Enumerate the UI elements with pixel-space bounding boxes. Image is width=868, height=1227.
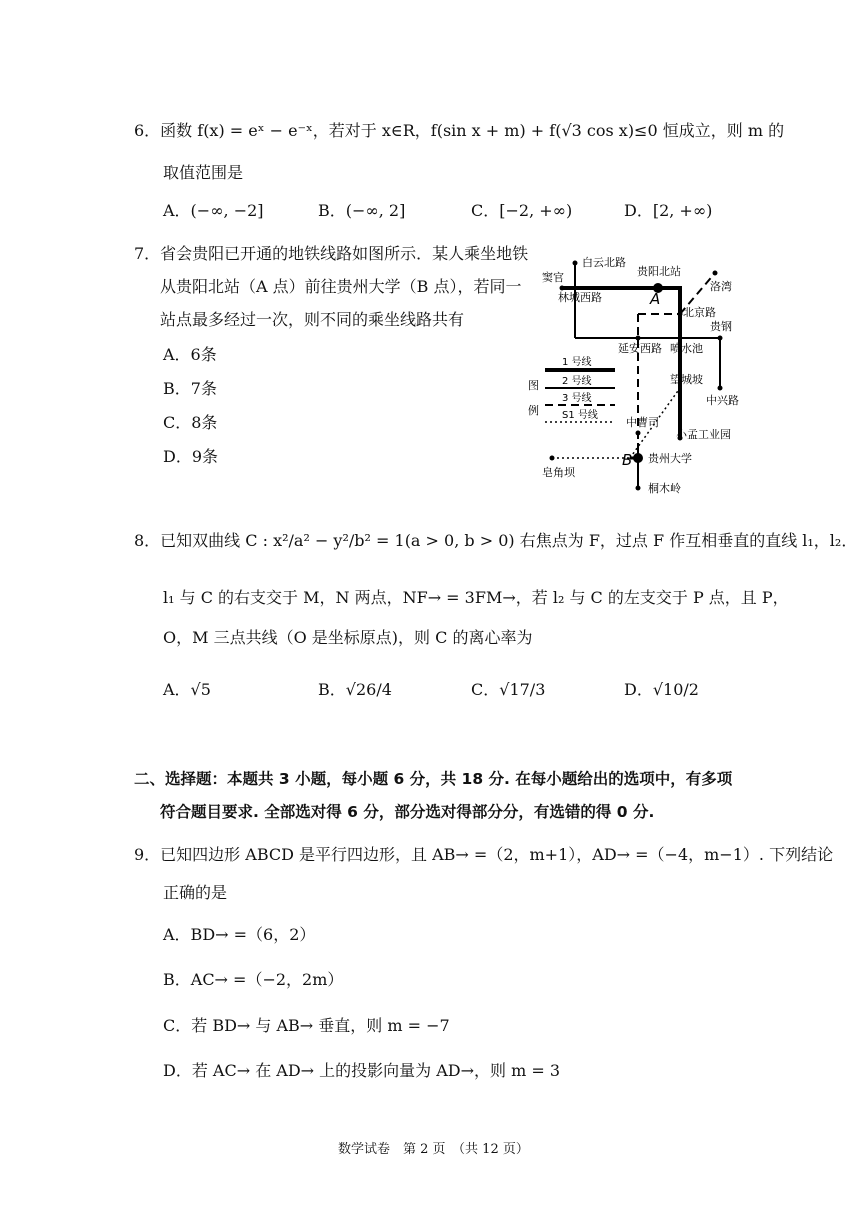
q8-stem-1: 8．已知双曲线 C : x²/a² − y²/b² = 1(a > 0, b > 0) 右焦点为 F，过点 F 作互相垂直的直线 l₁，l₂．: [134, 531, 858, 550]
q8-option-a: A．√5: [163, 680, 211, 699]
q6-option-d: D．[2, +∞): [624, 201, 713, 220]
legend-label-1: 1 号线: [562, 357, 592, 368]
station-dot: [636, 431, 641, 436]
q9-option-d: D．若 AC→ 在 AD→ 上的投影向量为 AD→，则 m = 3: [163, 1061, 561, 1080]
q6-option-a: A．(−∞, −2]: [163, 201, 264, 220]
station-label: 望城坡: [670, 373, 703, 386]
legend-label-3: 3 号线: [562, 393, 592, 404]
station-dot: [550, 456, 555, 461]
q7-option-c: C．8条: [163, 413, 218, 432]
station-dot: [713, 271, 718, 276]
q6-stem-2: 取值范围是: [163, 163, 244, 182]
q7-stem-2: 从贵阳北站（A 点）前往贵州大学（B 点），若同一: [160, 277, 522, 296]
q9-stem-1: 9．已知四边形 ABCD 是平行四边形，且 AB→ =（2，m+1），AD→ =（−4，m−1）. 下列结论: [134, 845, 834, 864]
station-label: 贵阳北站: [637, 265, 681, 278]
q8-option-d: D．√10/2: [624, 680, 699, 699]
station-dot: [636, 486, 641, 491]
q8-option-b: B．√26/4: [318, 680, 392, 699]
station-label: 中曹司: [626, 416, 659, 429]
q9-option-c: C．若 BD→ 与 AB→ 垂直，则 m = −7: [163, 1016, 450, 1035]
station-label: 中兴路: [706, 394, 739, 407]
station-label: 北京路: [683, 306, 716, 319]
q6-stem: 6．函数 f(x) = eˣ − e⁻ˣ，若对于 x∈R，f(sin x + m) + f(√3 cos x)≤0 恒成立，则 m 的: [134, 121, 785, 140]
q7-option-a: A．6条: [163, 345, 217, 364]
station-label: 延安西路: [618, 342, 662, 355]
station-dot: [636, 336, 641, 341]
station-label: 贵钢: [710, 320, 732, 333]
section-2-heading-2: 符合题目要求. 全部选对得 6 分，部分选对得部分分，有选错的得 0 分.: [160, 803, 655, 821]
q9-option-a: A．BD→ =（6，2）: [163, 925, 316, 944]
legend-label-4: S1 号线: [562, 410, 598, 421]
station-label: 窦官: [542, 271, 564, 284]
legend-label-2: 2 号线: [562, 376, 592, 387]
point-b-label: B: [622, 451, 633, 469]
metro-map: [520, 248, 750, 498]
station-dot: [718, 336, 723, 341]
station-dot-b: [633, 453, 643, 463]
point-a-label: A: [650, 290, 661, 308]
station-dot: [718, 386, 723, 391]
section-2-heading: 二、选择题：本题共 3 小题，每小题 6 分，共 18 分. 在每小题给出的选项中，有多项: [134, 770, 733, 788]
q6-option-c: C．[−2, +∞): [471, 201, 573, 220]
station-dot: [573, 261, 578, 266]
q7-option-b: B．7条: [163, 379, 217, 398]
station-label: 皂角坝: [542, 466, 575, 479]
q8-option-c: C．√17/3: [471, 680, 546, 699]
station-dot: [678, 312, 683, 317]
q7-stem-3: 站点最多经过一次，则不同的乘坐线路共有: [160, 310, 465, 329]
q7-option-d: D．9条: [163, 447, 219, 466]
q8-stem-3: O，M 三点共线（O 是坐标原点)，则 C 的离心率为: [163, 628, 533, 647]
station-label: 贵州大学: [648, 452, 692, 465]
q9-option-b: B．AC→ =（−2，2m）: [163, 970, 344, 989]
station-label: 白云北路: [582, 256, 626, 269]
q7-stem-1: 7．省会贵阳已开通的地铁线路如图所示．某人乘坐地铁: [134, 244, 529, 263]
q9-stem-2: 正确的是: [163, 883, 228, 902]
q8-stem-2: l₁ 与 C 的右支交于 M，N 两点，NF→ = 3FM→，若 l₂ 与 C 的左支交于 P 点，且 P，: [163, 588, 789, 607]
station-dot: [560, 286, 565, 291]
legend-title: 图: [528, 379, 539, 392]
station-label: 喷水池: [670, 342, 703, 355]
q6-option-b: B．(−∞, 2]: [318, 201, 406, 220]
station-label: 桐木岭: [648, 482, 681, 495]
station-label: 小孟工业园: [676, 428, 731, 441]
station-label: 林城西路: [558, 291, 602, 304]
legend-title-2: 例: [528, 404, 539, 417]
station-label: 洛湾: [710, 280, 732, 293]
page-footer: 数学试卷 第 2 页 （共 12 页）: [338, 1142, 529, 1157]
